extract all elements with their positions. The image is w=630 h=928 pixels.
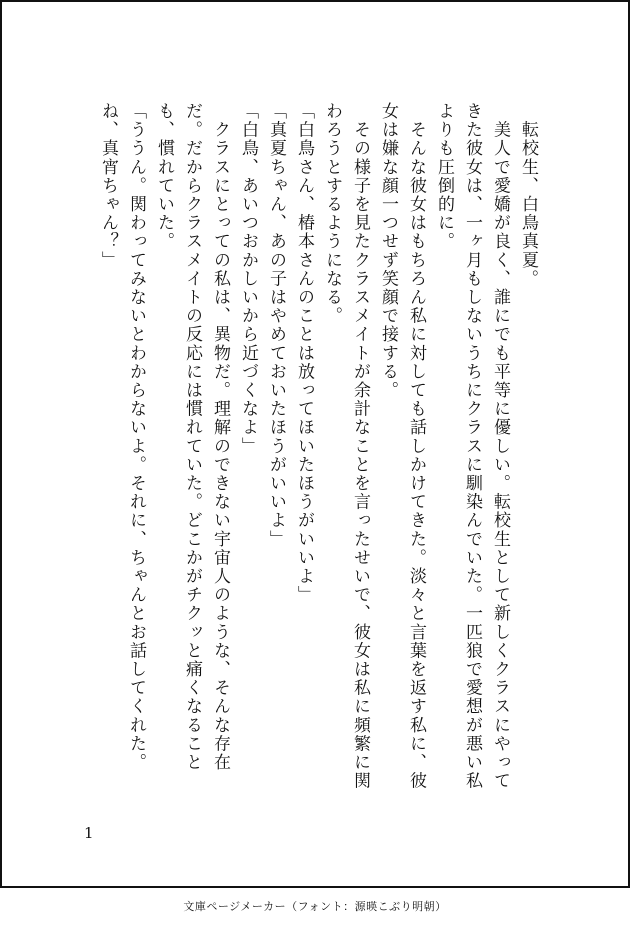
paragraph-2: 美人で愛嬌が良く、誰にでも平等に優しい。転校生として新しくクラスにやってきた彼女は、一ヶ月もしないうちにクラスに馴染んでいた。一匹狼で愛想が悪い私よりも圧倒的に。: [434, 102, 510, 791]
dialogue-4: 「ううん。関わってみないとわからないよ。それに、ちゃんとお話してくれた。ね、真宵ちゃん？」: [98, 102, 146, 772]
footer-caption: 文庫ページメーカー（フォント：源暎こぶり明朝）: [183, 900, 447, 913]
vertical-text-body: [94, 102, 542, 802]
dialogue-1: 「白鳥さん、椿本さんのことは放ってほいたほうがいいよ」: [294, 102, 314, 605]
paragraph-5: クラスにとっての私は、異物だ。理解のできない宇宙人のような、そんな存在だ。だからクラスメイトの反応には慣れていた。どこかがチクッと痛くなることも、慣れていた。: [154, 102, 230, 772]
paragraph-1: 転校生、白鳥真夏。: [518, 102, 538, 288]
page-number: 1: [84, 824, 94, 842]
paragraph-4: その様子を見たクラスメイトが余計なことを言ったせいで、彼女は私に頻繁に関わろうとするようになる。: [322, 102, 370, 791]
dialogue-3: 「白鳥、あいつおかしいから近づくなよ」: [238, 102, 258, 456]
dialogue-2: 「真夏ちゃん、あの子はやめておいたほうがいいよ」: [266, 102, 286, 549]
paragraph-3: そんな彼女はもちろん私に対しても話しかけてきた。淡々と言葉を返す私に、彼女は嫌な顔一つせず笑顔で接する。: [378, 102, 426, 791]
